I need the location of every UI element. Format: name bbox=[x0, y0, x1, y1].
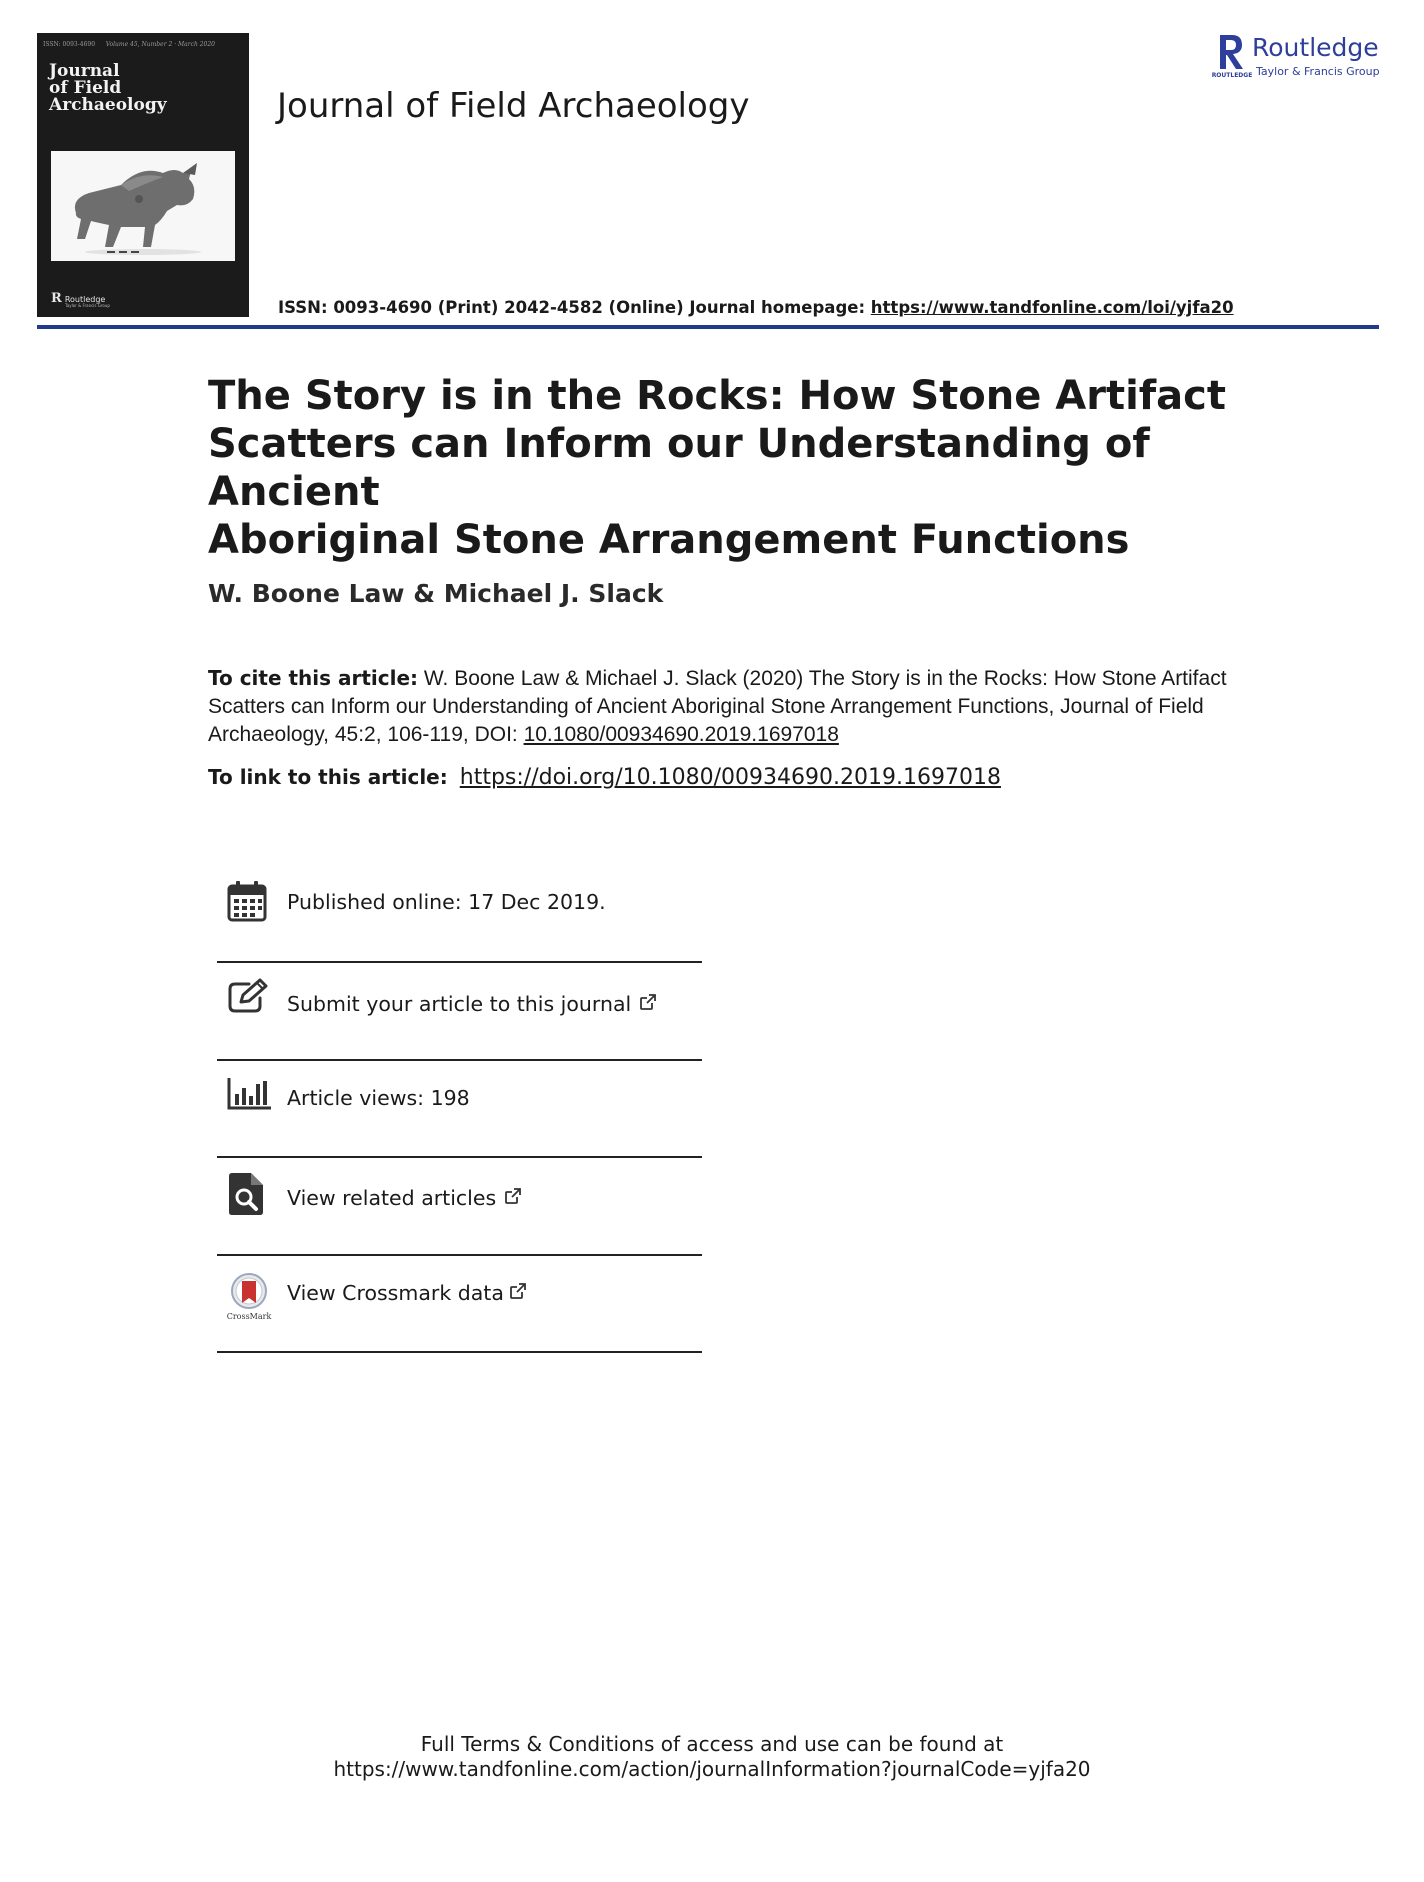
footer-terms-link[interactable]: https://www.tandfonline.com/action/journalInformation?journalCode=yjfa20 bbox=[333, 1757, 1091, 1781]
info-divider bbox=[217, 961, 702, 963]
related-text[interactable]: View related articles bbox=[287, 1186, 497, 1210]
external-link-icon[interactable] bbox=[639, 992, 657, 1016]
journal-title[interactable]: Journal of Field Archaeology bbox=[277, 86, 750, 126]
bull-figurine-icon bbox=[51, 151, 235, 261]
cover-publisher-r-icon: R bbox=[51, 291, 62, 306]
bar-chart-icon bbox=[227, 1076, 271, 1114]
journal-cover bbox=[37, 33, 249, 317]
cover-issn: ISSN: 0093-4690 bbox=[43, 41, 96, 48]
footer-terms bbox=[0, 1732, 1424, 1782]
issn-line bbox=[278, 298, 1234, 317]
related-label[interactable] bbox=[287, 1186, 522, 1210]
crossmark-label[interactable] bbox=[287, 1281, 527, 1305]
cite-text: W. Boone Law & Michael J. Slack (2020) The Story is in the Rocks: How Stone Artifact Scatters can Inform our Understanding of Ancient Aboriginal Stone Arrangement Functions, Journal of Field Archaeology, 45:2, 106-119, DOI: bbox=[208, 667, 1227, 746]
article-doi-link[interactable]: https://doi.org/10.1080/00934690.2019.1697018 bbox=[459, 765, 1001, 790]
publisher-logo[interactable] bbox=[1211, 33, 1386, 81]
citation bbox=[208, 664, 1238, 749]
journal-homepage-link[interactable]: https://www.tandfonline.com/loi/yjfa20 bbox=[870, 298, 1234, 317]
crossmark-text[interactable]: View Crossmark data bbox=[287, 1281, 504, 1305]
info-divider bbox=[217, 1156, 702, 1158]
crossmark-caption: CrossMark bbox=[226, 1312, 272, 1321]
footer-line-1: Full Terms & Conditions of access and use can be found at bbox=[420, 1732, 1004, 1756]
cover-publisher-sub: Taylor & Francis Group bbox=[65, 303, 110, 308]
submit-label[interactable] bbox=[287, 992, 657, 1016]
cover-artifact-image bbox=[51, 151, 235, 261]
external-link-icon[interactable] bbox=[504, 1186, 522, 1210]
views-label: Article views: 198 bbox=[287, 1086, 470, 1110]
routledge-r-icon bbox=[1211, 33, 1253, 81]
info-divider bbox=[217, 1254, 702, 1256]
issn-text: ISSN: 0093-4690 (Print) 2042-4582 (Online) Journal homepage: bbox=[278, 298, 871, 317]
cover-volume: Volume 45, Number 2 · March 2020 bbox=[105, 41, 215, 48]
published-label: Published online: 17 Dec 2019. bbox=[287, 890, 606, 914]
cite-doi-link[interactable]: 10.1080/00934690.2019.1697018 bbox=[523, 723, 839, 746]
link-label: To link to this article: bbox=[208, 765, 448, 789]
edit-icon bbox=[227, 978, 269, 1018]
crossmark-icon bbox=[227, 1273, 271, 1325]
article-link-line bbox=[208, 765, 1001, 790]
publisher-subtitle: Taylor & Francis Group bbox=[1256, 65, 1380, 78]
calendar-icon bbox=[227, 880, 267, 926]
info-divider bbox=[217, 1059, 702, 1061]
publisher-badge-text: ROUTLEDGE bbox=[1211, 72, 1253, 79]
cite-label: To cite this article: bbox=[208, 666, 419, 690]
article-authors: W. Boone Law & Michael J. Slack bbox=[208, 579, 664, 608]
header-divider bbox=[37, 325, 1379, 329]
cover-title: Journal of Field Archaeology bbox=[49, 61, 167, 115]
publisher-name: Routledge bbox=[1252, 33, 1379, 62]
external-link-icon[interactable] bbox=[509, 1281, 527, 1305]
cover-publisher bbox=[51, 291, 110, 308]
cover-publisher-name: Routledge bbox=[64, 295, 106, 304]
submit-text[interactable]: Submit your article to this journal bbox=[287, 992, 632, 1016]
article-title: The Story is in the Rocks: How Stone Artifact Scatters can Inform our Understanding of Ancient Aboriginal Stone Arrangement Functions bbox=[208, 373, 1227, 563]
info-divider bbox=[217, 1351, 702, 1353]
document-search-icon bbox=[227, 1172, 265, 1220]
